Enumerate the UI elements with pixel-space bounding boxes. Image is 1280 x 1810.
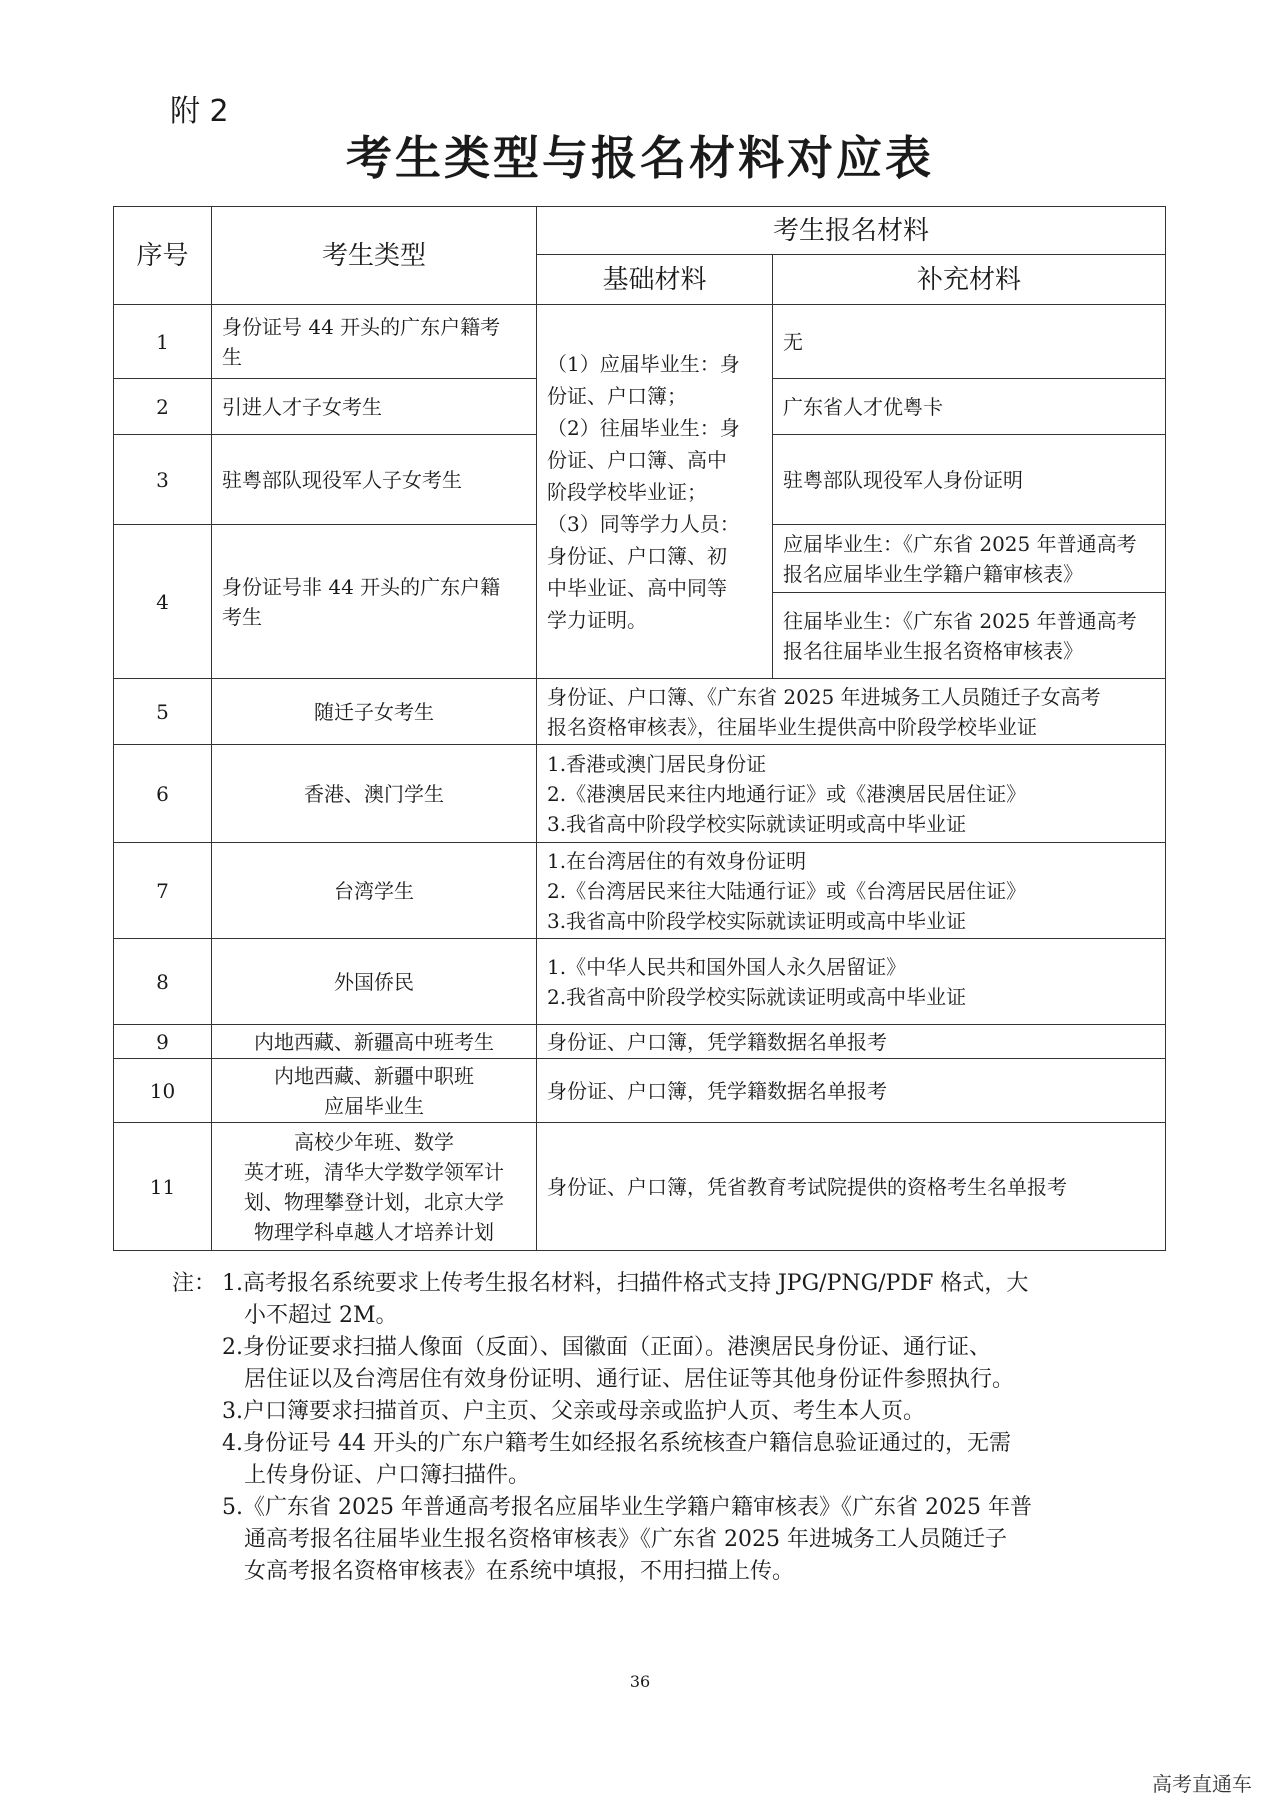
table-row [114,843,1166,939]
attachment-label: 附 2 [170,94,229,129]
table-row [114,745,1166,843]
row-type: 随迁子女考生 [212,679,537,745]
note-4: 4.身份证号 44 开头的广东户籍考生如经报名系统核查户籍信息验证通过的，无需 上传身份证、户口簿扫描件。 [222,1431,1011,1488]
row-type: 身份证号非 44 开头的广东户籍 考生 [212,525,537,679]
row-supp: 广东省人才优粤卡 [773,379,1166,435]
note-1: 注： 1.高考报名系统要求上传考生报名材料，扫描件格式支持 JPG/PNG/PDF 格式，大 小不超过 2M。 [172,1268,1132,1332]
row-seq: 9 [114,1025,212,1059]
notes-section [172,1268,1132,1588]
row-type: 驻粤部队现役军人子女考生 [212,435,537,525]
note-2: 2.身份证要求扫描人像面（反面）、国徽面（正面）。港澳居民身份证、通行证、 居住证以及台湾居住有效身份证明、通行证、居住证等其他身份证件参照执行。 [222,1335,1015,1392]
row-seq: 2 [114,379,212,435]
note-3: 3.户口簿要求扫描首页、户主页、父亲或母亲或监护人页、考生本人页。 [222,1399,925,1424]
row-materials: 1.《中华人民共和国外国人永久居留证》 2.我省高中阶段学校实际就读证明或高中毕业证 [537,939,1166,1025]
row-materials: 1.香港或澳门居民身份证 2.《港澳居民来往内地通行证》或《港澳居民居住证》 3.我省高中阶段学校实际就读证明或高中毕业证 [537,745,1166,843]
row-type: 外国侨民 [212,939,537,1025]
header-materials: 考生报名材料 [537,207,1166,255]
row-materials: 身份证、户口簿，凭学籍数据名单报考 [537,1059,1166,1123]
row-materials: 1.在台湾居住的有效身份证明 2.《台湾居民来往大陆通行证》或《台湾居民居住证》 3.我省高中阶段学校实际就读证明或高中毕业证 [537,843,1166,939]
page-number: 36 [629,1672,651,1691]
materials-table [113,206,1166,1251]
row-seq: 8 [114,939,212,1025]
basic-materials-shared: （1）应届毕业生：身 份证、户口簿； （2）往届毕业生：身 份证、户口簿、高中 阶段学校毕业证； （3）同等学力人员： 身份证、户口簿、初 中毕业证、高中同等 学力证明。 [537,305,773,679]
row-seq: 1 [114,305,212,379]
header-supplementary: 补充材料 [773,255,1166,305]
notes-label: 注： [172,1271,217,1296]
row-supp-current-grads: 应届毕业生：《广东省 2025 年普通高考 报名应届毕业生学籍户籍审核表》 [773,525,1166,593]
header-seq: 序号 [114,207,212,305]
note-5: 5.《广东省 2025 年普通高考报名应届毕业生学籍户籍审核表》《广东省 2025 年普 通高考报名往届毕业生报名资格审核表》《广东省 2025 年进城务工人员随迁子 女高考报名资格审核表》在系统中填报，不用扫描上传。 [222,1495,1032,1584]
header-type: 考生类型 [212,207,537,305]
row-seq: 7 [114,843,212,939]
row-type: 内地西藏、新疆中职班 应届毕业生 [212,1059,537,1123]
row-seq: 4 [114,525,212,679]
row-supp: 无 [773,305,1166,379]
row-type: 内地西藏、新疆高中班考生 [212,1025,537,1059]
row-type: 台湾学生 [212,843,537,939]
row-seq: 3 [114,435,212,525]
row-type: 引进人才子女考生 [212,379,537,435]
row-type: 身份证号 44 开头的广东户籍考 生 [212,305,537,379]
table-row [114,1123,1166,1251]
table-row [114,679,1166,745]
row-supp: 驻粤部队现役军人身份证明 [773,435,1166,525]
row-seq: 5 [114,679,212,745]
row-seq: 10 [114,1059,212,1123]
row-supp-previous-grads: 往届毕业生：《广东省 2025 年普通高考 报名往届毕业生报名资格审核表》 [773,593,1166,679]
table-row [114,1059,1166,1123]
page-title: 考生类型与报名材料对应表 [346,131,934,185]
row-type: 香港、澳门学生 [212,745,537,843]
table-row [114,939,1166,1025]
table-row [114,305,1166,379]
table-row [114,1025,1166,1059]
row-seq: 11 [114,1123,212,1251]
row-type: 高校少年班、数学 英才班，清华大学数学领军计 划、物理攀登计划，北京大学 物理学科卓越人才培养计划 [212,1123,537,1251]
row-materials: 身份证、户口簿，凭省教育考试院提供的资格考生名单报考 [537,1123,1166,1251]
header-basic: 基础材料 [537,255,773,305]
row-seq: 6 [114,745,212,843]
row-materials: 身份证、户口簿，凭学籍数据名单报考 [537,1025,1166,1059]
watermark: 高考直通车 [1152,1772,1252,1796]
row-materials: 身份证、户口簿、《广东省 2025 年进城务工人员随迁子女高考 报名资格审核表》，往届毕业生提供高中阶段学校毕业证 [537,679,1166,745]
